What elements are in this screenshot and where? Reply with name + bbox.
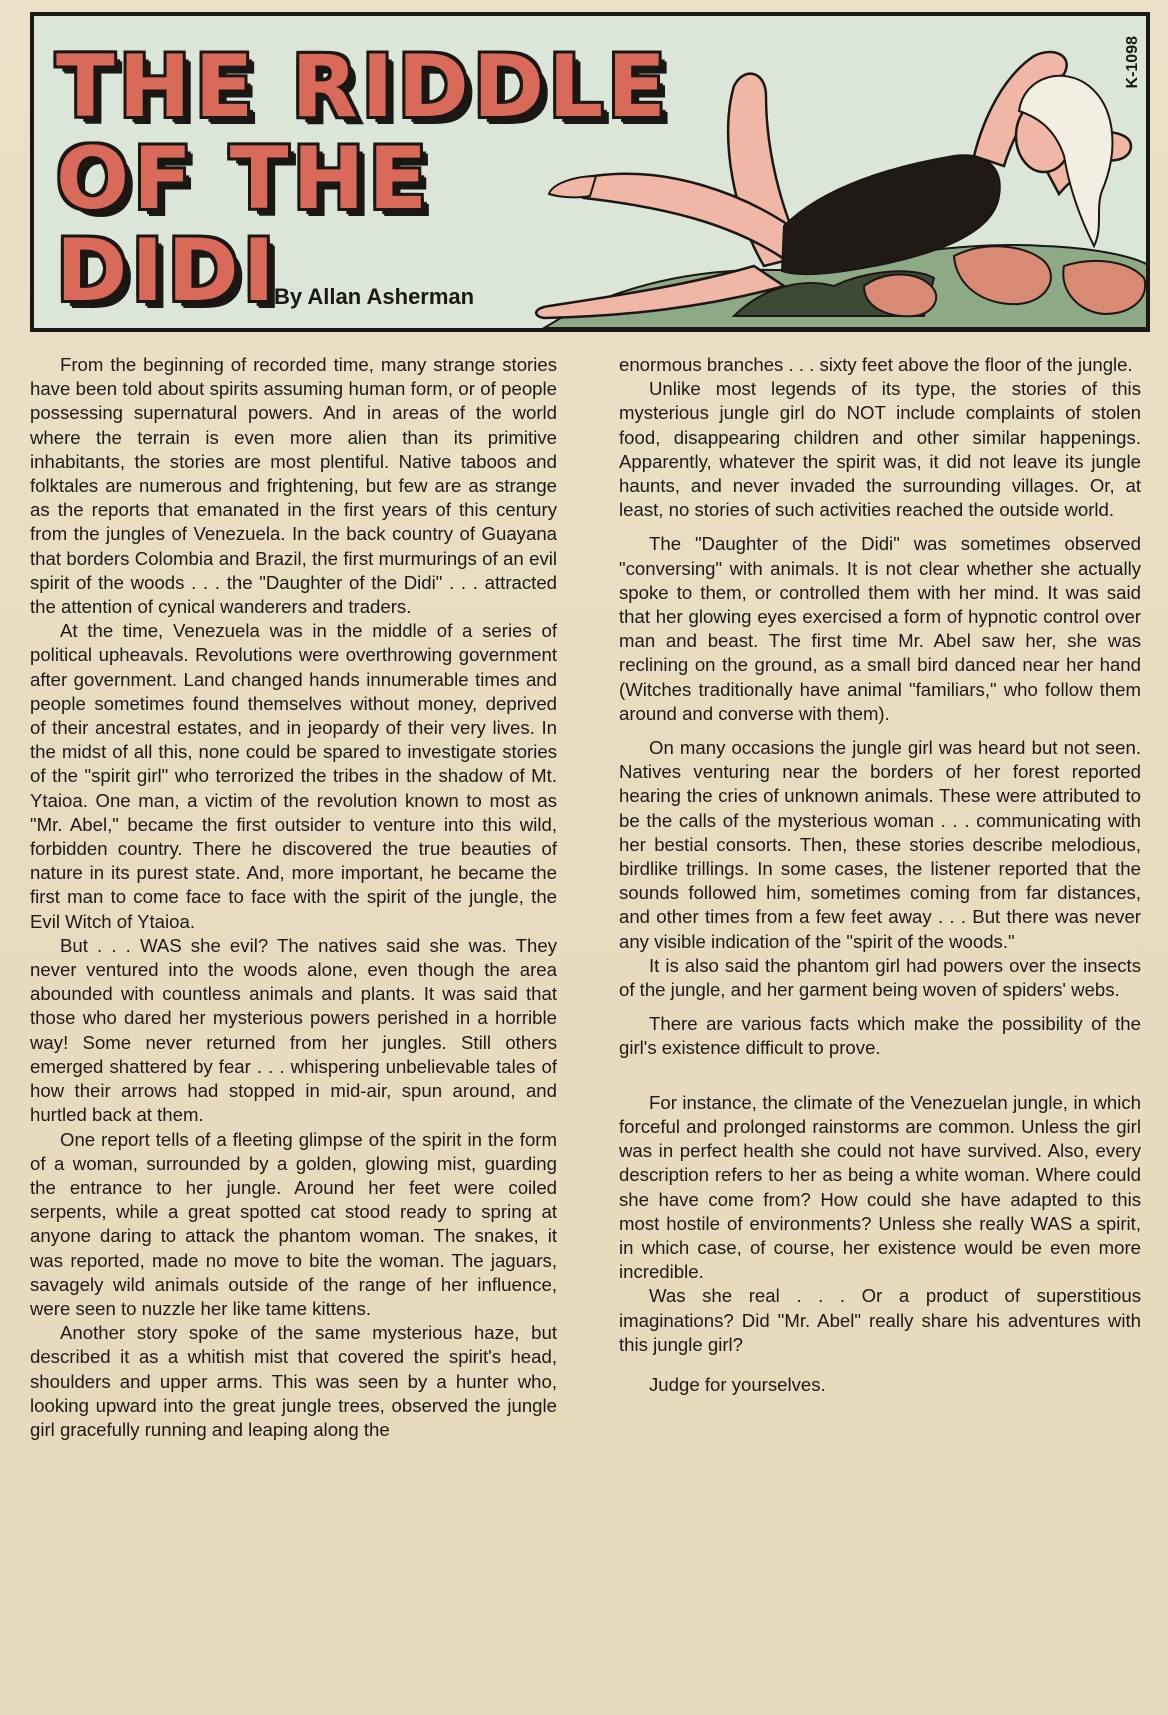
paragraph: One report tells of a fleeting glimpse of the spirit in the form of a woman, surrounded by a golden, glowing mist, guarding the entrance to her jungle. Around her feet were coiled serpents, while a great spotted cat stood ready to spring at anyone daring to attack the phantom woman. The snakes, it was reported, made no move to bite the woman. The jaguars, savagely wild animals outside of the range of her influence, were seen to nuzzle her like tame kittens. <box>30 1128 557 1319</box>
paragraph: Was she real . . . Or a product of superstitious imaginations? Did "Mr. Abel" really share his adventures with this jungle girl? <box>619 1285 1141 1355</box>
title-line-2: OF THE <box>56 129 432 229</box>
paragraph: At the time, Venezuela was in the middle of a series of political upheavals. Revolutions were overthrowing government after government. Land changed hands innumerable times and people sometimes found themselves without money, deprived of their ancestral estates, and in jeopardy of their very lives. In the midst of all this, none could be spared to investigate stories of the "spirit girl" who terrorized the tribes in the shadow of Mt. Ytaioa. One man, a victim of the revolution known to most as "Mr. Abel," became the first outsider to venture into this wild, forbidden country. There he discovered the true beauties of nature in its purest state. And, more important, he became the first man to come face to face with the spirit of the jungle, the Evil Witch of Ytaioa. <box>30 620 557 932</box>
title-line-3: DIDI <box>56 221 279 321</box>
article-right-column <box>619 353 1141 1397</box>
title-line-1: THE RIDDLE <box>56 37 670 137</box>
paragraph: enormous branches . . . sixty feet above the floor of the jungle. <box>619 354 1133 375</box>
paragraph: Unlike most legends of its type, the stories of this mysterious jungle girl do NOT include complaints of stolen food, disappearing children and other similar happenings. Apparently, whatever the spirit was, it did not leave its jungle haunts, and never invaded the surrounding villages. Or, at least, no stories of such activities reached the outside world. <box>619 378 1141 521</box>
byline: By Allan Asherman <box>274 284 475 309</box>
foot-shape <box>549 176 596 197</box>
paragraph: Another story spoke of the same mysterious haze, but described it as a whitish mist that covered the spirit's head, shoulders and upper arms. This was seen by a hunter who, looking upward into the great jungle trees, observed the jungle girl gracefully running and leaping along the <box>30 1322 557 1440</box>
paragraph: For instance, the climate of the Venezuelan jungle, in which forceful and prolonged rainstorms are common. Unless the girl was in perfect health she could not have survived. Also, every description refers to her as being a white woman. Where could she have come from? How could she have adapted to this most hostile of environments? Unless she really WAS a spirit, in which case, of course, her existence would be even more incredible. <box>619 1091 1141 1283</box>
paragraph: On many occasions the jungle girl was heard but not seen. Natives venturing near the borders of her forest reported hearing the cries of unknown animals. These were attributed to be the calls of the mysterious woman . . . communicating with her bestial consorts. Then, these stories describe melodious, birdlike trillings. In some cases, the listener reported that the sounds followed him, sometimes coming from far distances, and other times from a few feet away . . . But there was never any visible indication of the "spirit of the woods." <box>619 737 1141 952</box>
paragraph: There are various facts which make the possibility of the girl's existence difficult to prove. <box>619 1013 1141 1059</box>
title-panel <box>30 12 1150 332</box>
paragraph: It is also said the phantom girl had powers over the insects of the jungle, and her garment being woven of spiders' webs. <box>619 954 1141 1001</box>
closing-line: Judge for yourselves. <box>649 1373 826 1395</box>
paragraph: But . . . WAS she evil? The natives said she was. They never ventured into the woods alone, even though the area abounded with countless animals and plants. It was said that those who dared her mysterious powers perished in a horrible way! Some never returned from her jungles. Still others emerged shattered by fear . . . whispering unbelievable tales of how their arrows had stopped in mid-air, spun around, and hurtled back at them. <box>30 934 557 1126</box>
art-code-label: K-1098 <box>1124 36 1141 89</box>
reclining-jungle-girl-illustration-icon <box>504 16 1150 328</box>
paragraph: The "Daughter of the Didi" was sometimes observed "conversing" with animals. It is not clear whether she actually spoke to them, or controlled them with her mind. It was said that her glowing eyes exercised a form of hypnotic control over man and beast. The first time Mr. Abel saw her, she was reclining on the ground, as a small bird danced near her hand (Witches traditionally have animal "familiars," who follow them around and converse with them). <box>619 533 1141 724</box>
article-left-column <box>30 353 557 1442</box>
paragraph: From the beginning of recorded time, many strange stories have been told about spirits assuming human form, or of people possessing supernatural powers. And in areas of the world where the terrain is even more alien than its primitive inhabitants, the stories are most plentiful. Native taboos and folktales are numerous and frightening, but few are as strange as the reports that emanated in the first years of this century from the jungles of Venezuela. In the back country of Guayana that borders Colombia and Brazil, the first murmurings of an evil spirit of the woods . . . the "Daughter of the Didi" . . . attracted the attention of cynical wanderers and traders. <box>30 354 557 618</box>
